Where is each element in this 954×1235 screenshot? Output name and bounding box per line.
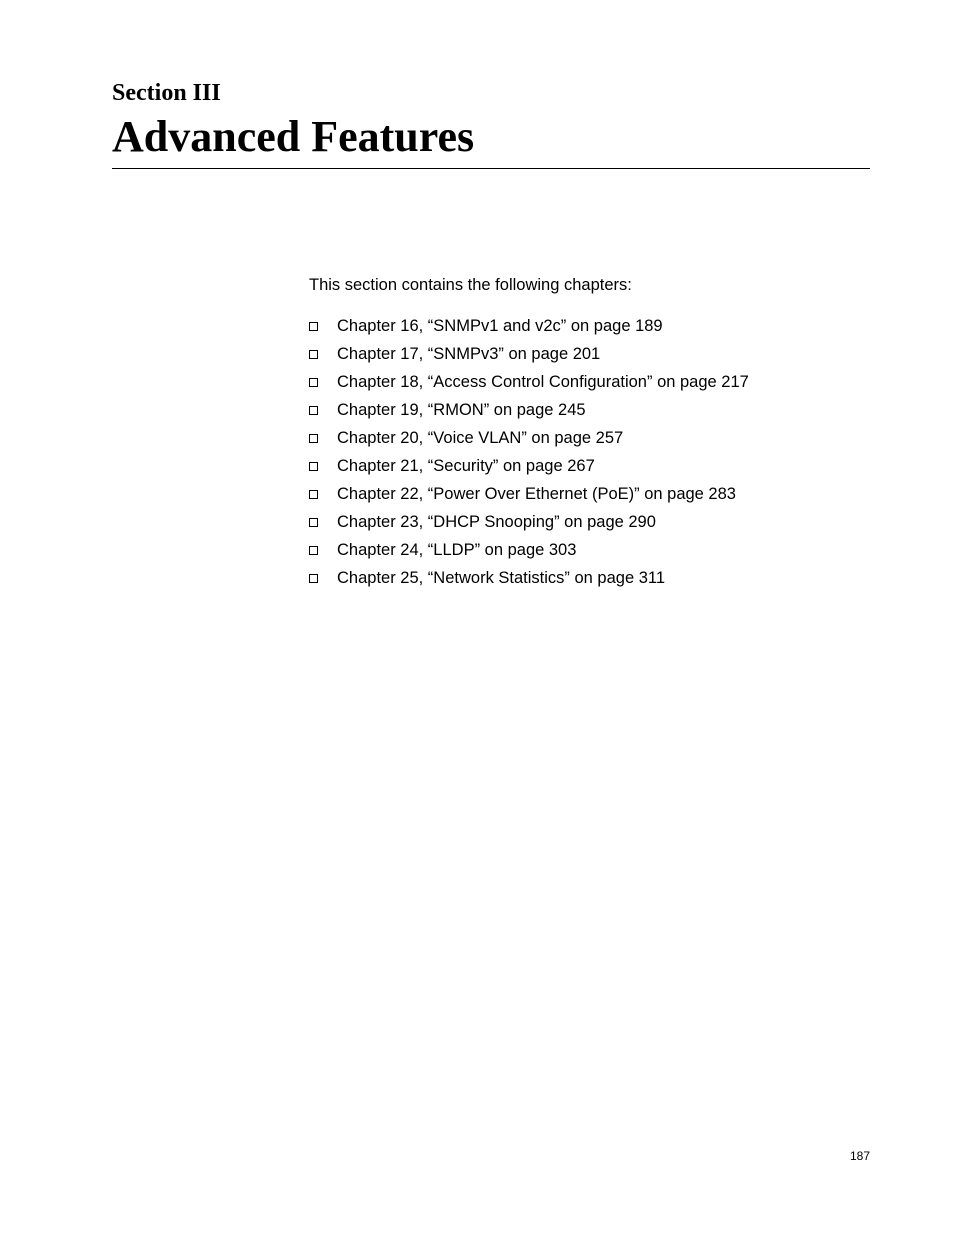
list-item [309,424,749,452]
list-item [309,312,749,340]
checkbox-bullet-icon [309,574,318,583]
checkbox-bullet-icon [309,518,318,527]
chapter-link-19[interactable]: Chapter 19, “RMON” on page 245 [337,401,586,419]
list-item [309,340,749,368]
list-item [309,508,749,536]
chapter-link-23[interactable]: Chapter 23, “DHCP Snooping” on page 290 [337,513,656,531]
chapter-link-21[interactable]: Chapter 21, “Security” on page 267 [337,457,595,475]
chapter-link-17[interactable]: Chapter 17, “SNMPv3” on page 201 [337,345,601,363]
chapter-link-25[interactable]: Chapter 25, “Network Statistics” on page 311 [337,569,666,587]
intro-text: This section contains the following chapters: [309,276,632,294]
list-item [309,480,749,508]
checkbox-bullet-icon [309,546,318,555]
checkbox-bullet-icon [309,462,318,471]
list-item [309,452,749,480]
chapter-link-16[interactable]: Chapter 16, “SNMPv1 and v2c” on page 189 [337,317,663,335]
checkbox-bullet-icon [309,378,318,387]
checkbox-bullet-icon [309,490,318,499]
chapter-link-22[interactable]: Chapter 22, “Power Over Ethernet (PoE)” on page 283 [337,485,736,503]
checkbox-bullet-icon [309,322,318,331]
list-item [309,368,749,396]
page-number: 187 [849,1149,870,1163]
chapter-link-20[interactable]: Chapter 20, “Voice VLAN” on page 257 [337,429,624,447]
list-item [309,396,749,424]
page-title: Advanced Features [112,112,475,161]
checkbox-bullet-icon [309,350,318,359]
chapter-link-18[interactable]: Chapter 18, “Access Control Configuration” on page 217 [337,373,749,391]
list-item [309,536,749,564]
chapter-list [309,312,749,592]
list-item [309,564,749,592]
chapter-link-24[interactable]: Chapter 24, “LLDP” on page 303 [337,541,577,559]
checkbox-bullet-icon [309,434,318,443]
checkbox-bullet-icon [309,406,318,415]
section-label: Section III [112,80,221,106]
title-divider [112,168,870,169]
